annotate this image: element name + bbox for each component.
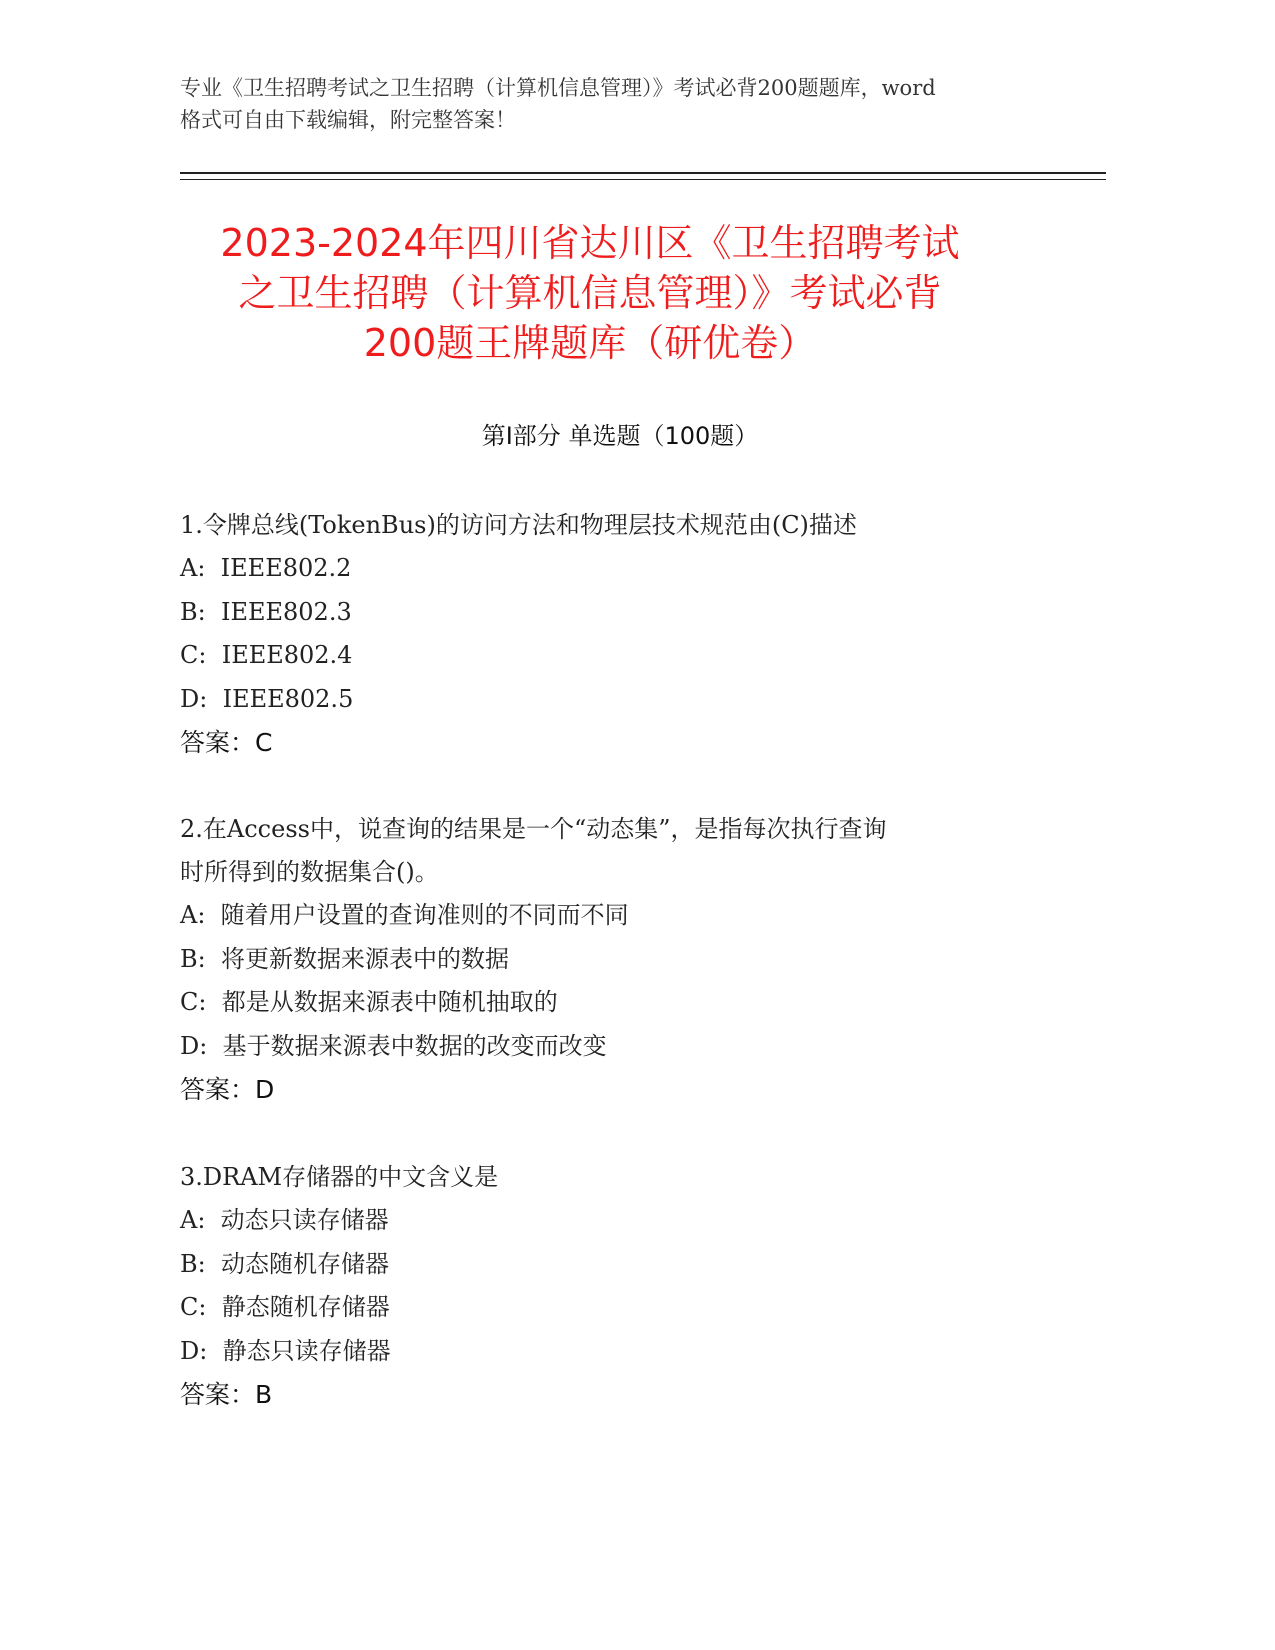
option-c: C: 静态随机存储器 [180, 1293, 390, 1321]
answer-label: 答案：D [180, 1075, 275, 1104]
option-a: A: 动态只读存储器 [180, 1206, 389, 1234]
title-line: 2023-2024年四川省达川区《卫生招聘考试 [220, 221, 960, 265]
section-heading: 第Ⅰ部分 单选题（100题） [481, 422, 759, 450]
intro-line: 格式可自由下载编辑，附完整答案！ [180, 108, 516, 132]
option-c: C: IEEE802.4 [180, 641, 353, 669]
document-title [150, 218, 1030, 368]
option-d: D: 基于数据来源表中数据的改变而改变 [180, 1031, 607, 1060]
option-a: A: 随着用户设置的查询准则的不同而不同 [180, 901, 629, 929]
question-stem: 2.在Access中，说查询的结果是一个“动态集”，是指每次执行查询 [180, 815, 887, 843]
option-b: B: 将更新数据来源表中的数据 [180, 944, 509, 973]
question-stem: 3.DRAM存储器的中文含义是 [180, 1163, 499, 1191]
option-d: D: 静态只读存储器 [180, 1336, 391, 1365]
title-line: 之卫生招聘（计算机信息管理）》考试必背 [238, 271, 942, 315]
title-line: 200题王牌题库（研优卷） [363, 321, 817, 365]
header-divider [180, 172, 1106, 174]
question-3 [180, 1156, 1060, 1417]
option-d: D: IEEE802.5 [180, 684, 354, 713]
question-2 [180, 808, 1060, 1112]
question-stem: 时所得到的数据集合()。 [180, 858, 439, 886]
intro-text [180, 72, 1060, 136]
option-a: A: IEEE802.2 [180, 554, 352, 582]
question-stem: 1.令牌总线(TokenBus)的访问方法和物理层技术规范由(C)描述 [180, 511, 857, 539]
option-b: B: 动态随机存储器 [180, 1249, 389, 1278]
header-divider-thin [180, 179, 1106, 180]
intro-line: 专业《卫生招聘考试之卫生招聘（计算机信息管理）》考试必背200题题库，word [180, 76, 936, 100]
option-c: C: 都是从数据来源表中随机抽取的 [180, 988, 558, 1016]
question-1 [180, 504, 1060, 765]
answer-label: 答案：B [180, 1380, 273, 1409]
answer-label: 答案：C [180, 728, 273, 757]
option-b: B: IEEE802.3 [180, 597, 352, 626]
